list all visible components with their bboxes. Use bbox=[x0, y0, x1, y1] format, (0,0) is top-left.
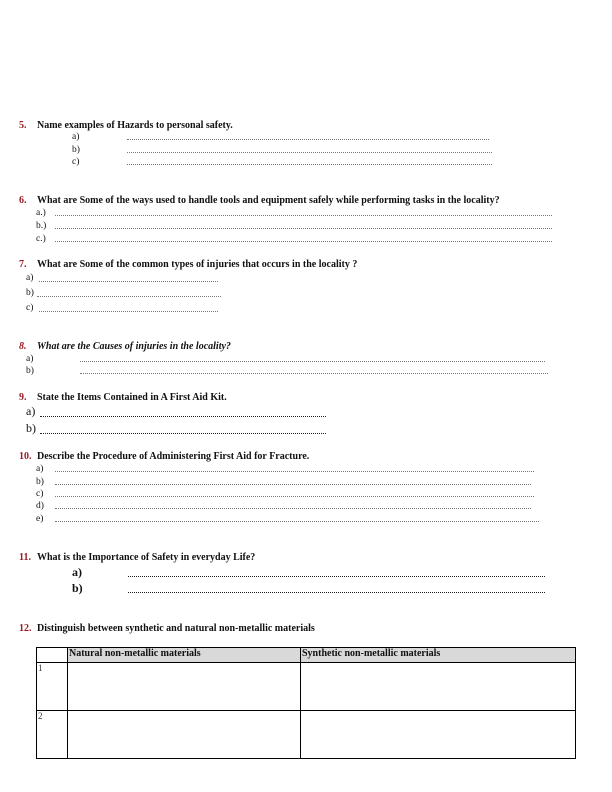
row-number: 2 bbox=[37, 711, 68, 759]
question-number: 6. bbox=[19, 195, 27, 206]
question-text: Name examples of Hazards to personal safety. bbox=[37, 120, 233, 131]
answer-label: b) bbox=[72, 581, 83, 595]
answer-label: d) bbox=[36, 501, 44, 511]
question-7 bbox=[19, 259, 357, 271]
question-text: State the Items Contained in A First Aid Kit. bbox=[37, 392, 227, 403]
answer-label: b) bbox=[26, 366, 34, 376]
answer-label: b) bbox=[36, 477, 44, 487]
question-6 bbox=[19, 195, 500, 207]
answer-label: c) bbox=[72, 157, 80, 167]
answer-line[interactable] bbox=[128, 592, 545, 593]
question-text: Describe the Procedure of Administering First Aid for Fracture. bbox=[37, 451, 310, 462]
answer-label: a) bbox=[72, 132, 80, 142]
natural-cell[interactable] bbox=[68, 663, 301, 711]
answer-label: b) bbox=[72, 145, 80, 155]
answer-line[interactable] bbox=[80, 373, 548, 374]
answer-line[interactable] bbox=[39, 311, 218, 312]
answer-line[interactable] bbox=[55, 215, 552, 216]
question-number: 12. bbox=[19, 623, 32, 634]
answer-label: a) bbox=[26, 273, 34, 283]
answer-label: a) bbox=[26, 354, 34, 364]
answer-label: c) bbox=[36, 489, 44, 499]
synthetic-cell[interactable] bbox=[301, 663, 576, 711]
question-number: 10. bbox=[19, 451, 32, 462]
question-number: 11. bbox=[19, 552, 31, 563]
table-header-natural: Natural non-metallic materials bbox=[68, 648, 301, 663]
question-10 bbox=[19, 451, 309, 463]
answer-label: e) bbox=[36, 514, 44, 524]
table-row bbox=[37, 663, 576, 711]
answer-line[interactable] bbox=[80, 361, 545, 362]
answer-label: b) bbox=[26, 288, 34, 298]
question-text: What are the Causes of injuries in the locality? bbox=[37, 341, 231, 352]
question-5 bbox=[19, 120, 233, 132]
answer-line[interactable] bbox=[40, 416, 326, 417]
answer-line[interactable] bbox=[39, 281, 218, 282]
question-text: What is the Importance of Safety in everyday Life? bbox=[37, 552, 256, 563]
answer-line[interactable] bbox=[55, 471, 534, 472]
answer-label: a) bbox=[26, 404, 36, 418]
answer-line[interactable] bbox=[128, 576, 545, 577]
answer-label: a) bbox=[36, 464, 44, 474]
answer-line[interactable] bbox=[127, 164, 492, 165]
answer-label: c) bbox=[26, 303, 34, 313]
answer-label: c.) bbox=[36, 234, 46, 244]
question-9 bbox=[19, 392, 227, 404]
answer-label: a.) bbox=[36, 208, 46, 218]
answer-label: b) bbox=[26, 421, 36, 435]
question-12 bbox=[19, 623, 315, 635]
answer-line[interactable] bbox=[55, 521, 539, 522]
question-text: What are Some of the common types of injuries that occurs in the locality ? bbox=[37, 259, 358, 270]
table-header-blank bbox=[37, 648, 68, 663]
row-number: 1 bbox=[37, 663, 68, 711]
answer-line[interactable] bbox=[127, 152, 492, 153]
answer-line[interactable] bbox=[127, 139, 489, 140]
natural-cell[interactable] bbox=[68, 711, 301, 759]
answer-line[interactable] bbox=[55, 496, 534, 497]
table-header-row bbox=[37, 648, 576, 663]
answer-label: b.) bbox=[36, 221, 47, 231]
question-number: 9. bbox=[19, 392, 27, 403]
question-number: 5. bbox=[19, 120, 27, 131]
answer-line[interactable] bbox=[55, 508, 531, 509]
answer-line[interactable] bbox=[40, 433, 326, 434]
question-number: 8. bbox=[19, 341, 27, 352]
table-header-synthetic: Synthetic non-metallic materials bbox=[301, 648, 576, 663]
answer-label: a) bbox=[72, 565, 82, 579]
comparison-table bbox=[36, 647, 576, 759]
question-text: Distinguish between synthetic and natural non-metallic materials bbox=[37, 623, 315, 634]
answer-line[interactable] bbox=[37, 296, 221, 297]
question-number: 7. bbox=[19, 259, 27, 270]
question-text: What are Some of the ways used to handle tools and equipment safely while performing tasks in the locality? bbox=[37, 195, 500, 206]
answer-line[interactable] bbox=[55, 241, 552, 242]
table-row bbox=[37, 711, 576, 759]
answer-line[interactable] bbox=[55, 228, 552, 229]
answer-line[interactable] bbox=[55, 484, 531, 485]
synthetic-cell[interactable] bbox=[301, 711, 576, 759]
question-11 bbox=[19, 552, 255, 564]
question-8 bbox=[19, 341, 231, 353]
